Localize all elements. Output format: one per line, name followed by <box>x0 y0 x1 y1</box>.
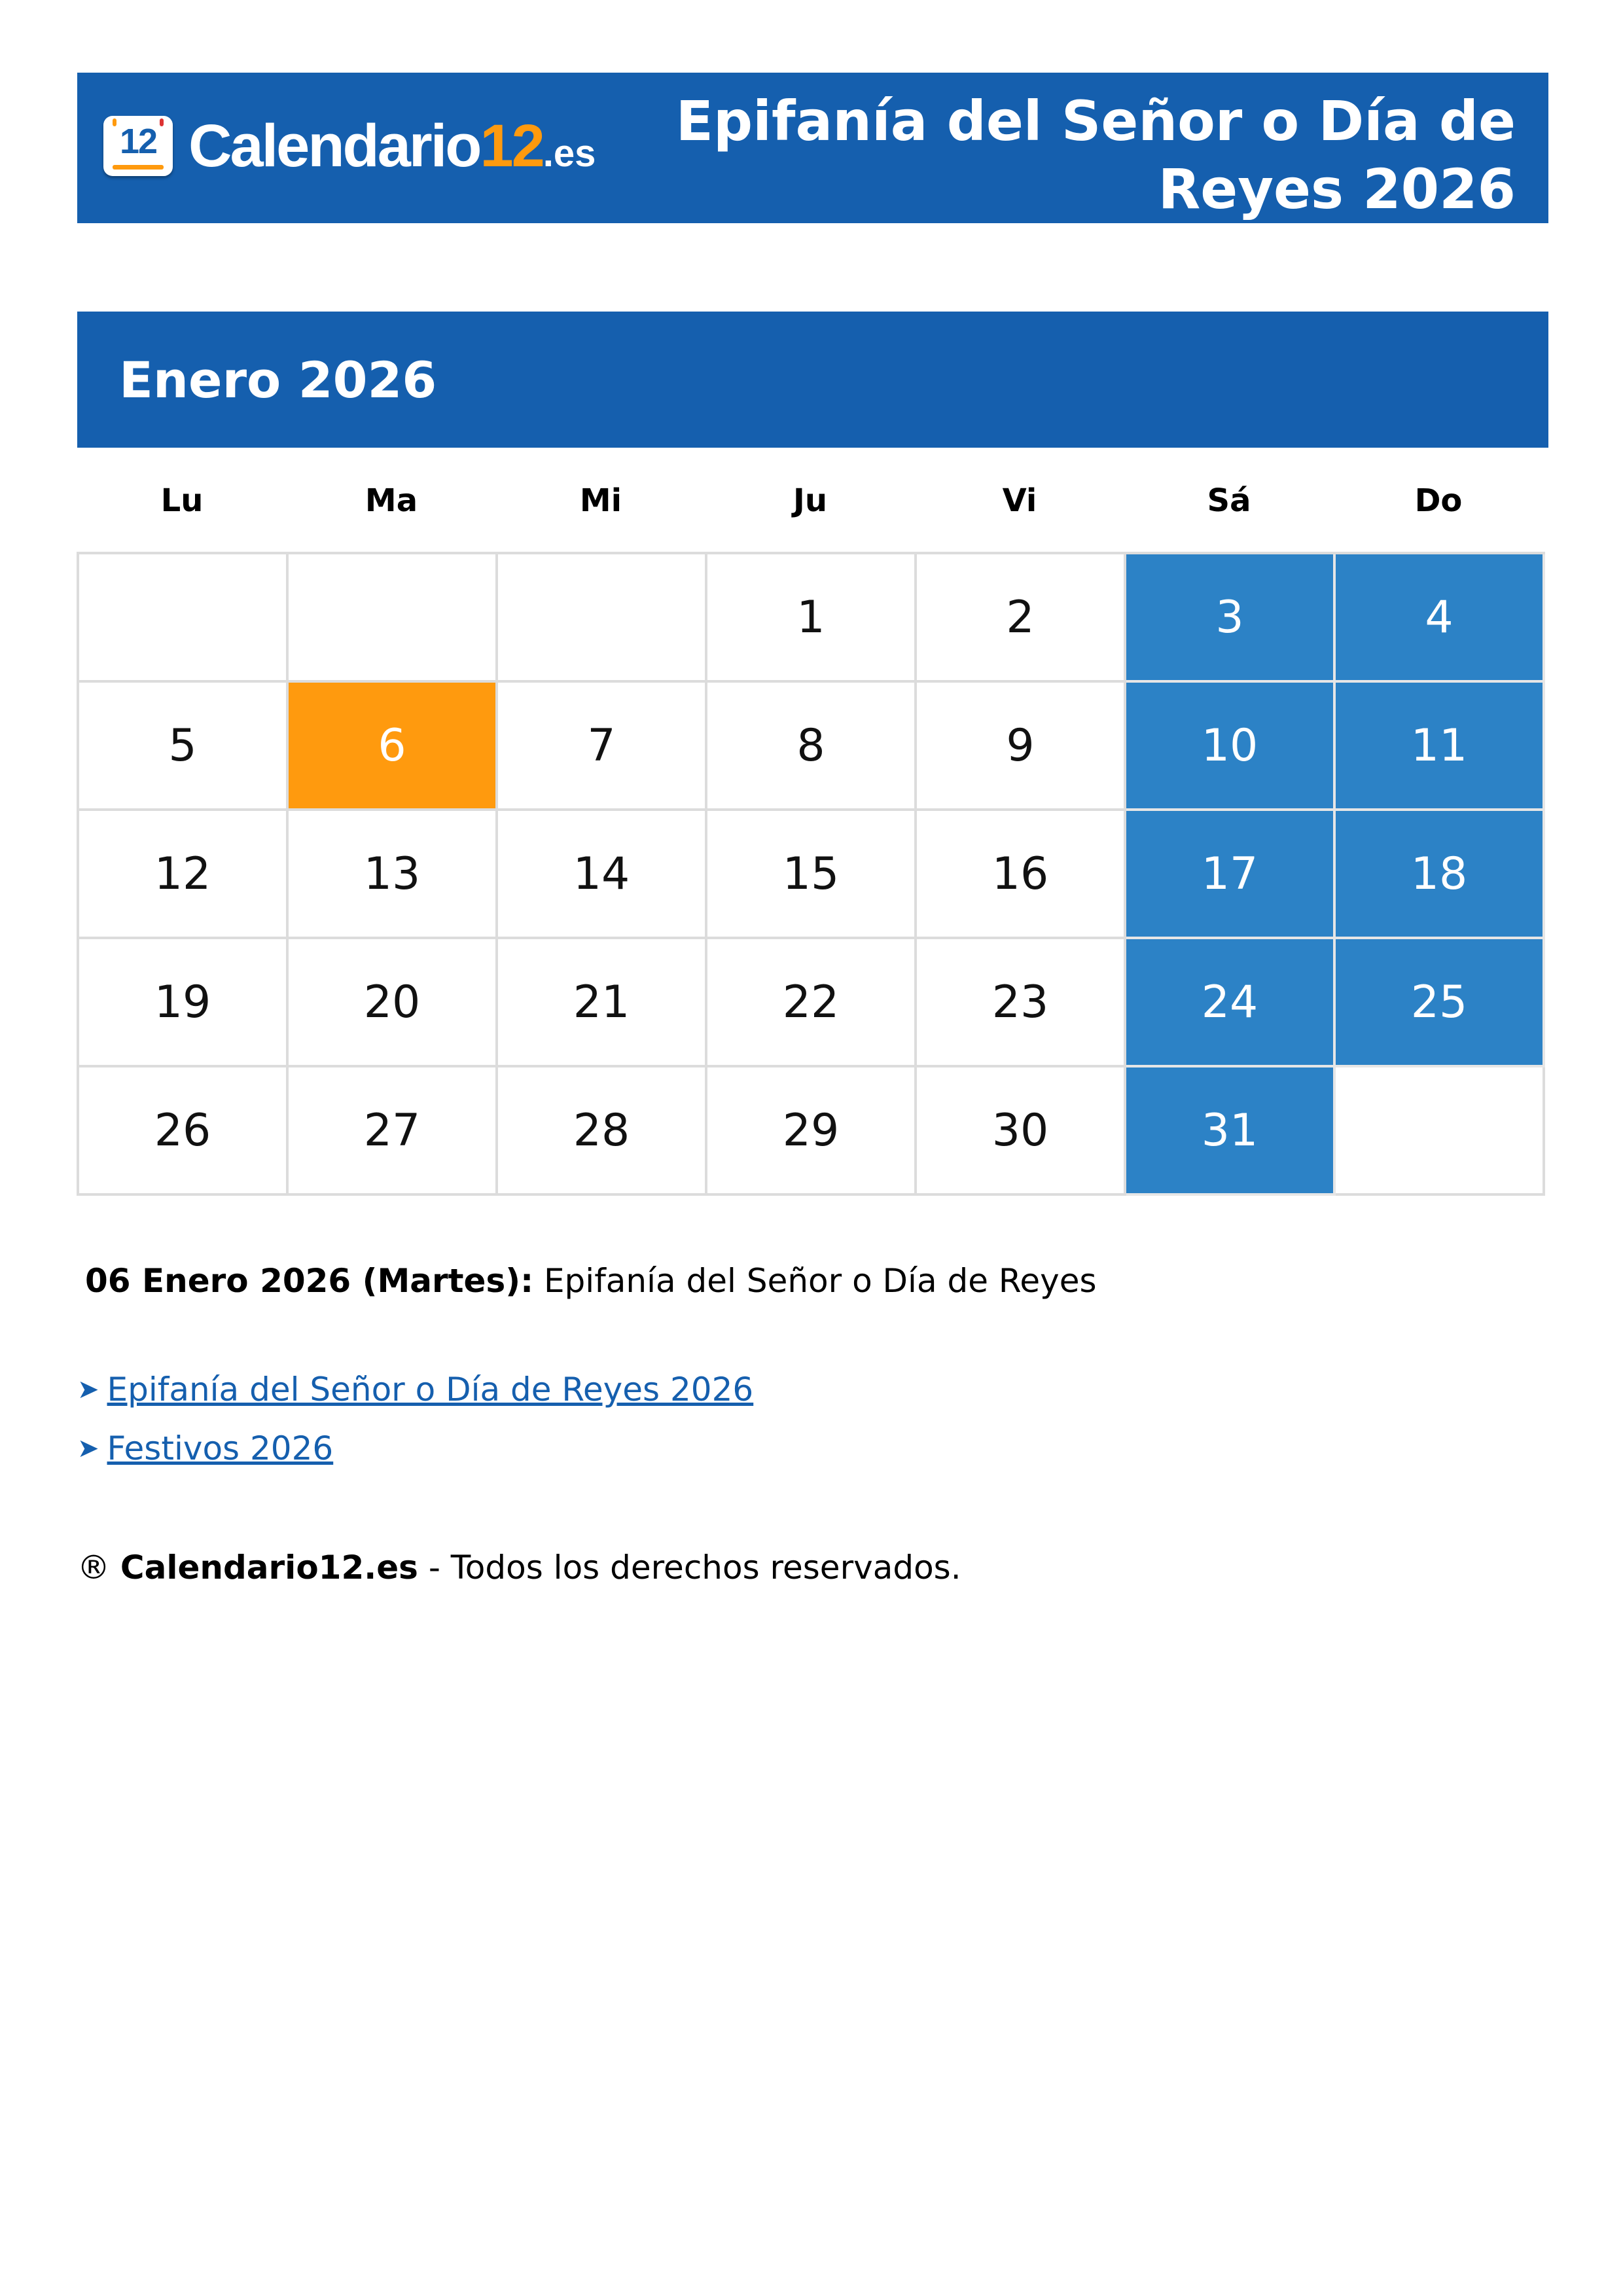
site-logo[interactable] <box>103 107 596 185</box>
list-item <box>77 1419 753 1478</box>
calendar-day-cell: 29 <box>707 1067 917 1196</box>
holiday-date: 06 Enero 2026 (Martes): <box>85 1262 534 1300</box>
calendar-day-cell: 1 <box>707 554 917 683</box>
calendar-empty-cell <box>1336 1067 1545 1196</box>
calendar-day-cell: 3 <box>1126 554 1336 683</box>
calendar-day-cell: 22 <box>707 939 917 1067</box>
link-epifania-2026[interactable]: Epifanía del Señor o Día de Reyes 2026 <box>107 1371 754 1408</box>
calendar-day-cell: 25 <box>1336 939 1545 1067</box>
arrow-right-icon: ➤ <box>77 1433 99 1463</box>
calendar-empty-cell <box>498 554 707 683</box>
calendar-day-cell: 5 <box>79 683 289 811</box>
weekday-label: Mi <box>579 482 622 519</box>
calendar-day-cell: 17 <box>1126 811 1336 939</box>
calendar-day-cell: 31 <box>1126 1067 1336 1196</box>
month-title: Enero 2026 <box>119 351 437 409</box>
calendar-day-cell: 27 <box>289 1067 498 1196</box>
link-festivos-2026[interactable]: Festivos 2026 <box>107 1429 334 1467</box>
weekday-label: Sá <box>1207 482 1251 519</box>
calendar-day-cell: 23 <box>917 939 1126 1067</box>
calendar-day-cell: 11 <box>1336 683 1545 811</box>
calendar-day-cell: 14 <box>498 811 707 939</box>
weekday-label: Do <box>1414 482 1463 519</box>
related-links <box>77 1360 753 1478</box>
calendar-day-cell: 13 <box>289 811 498 939</box>
logo-brand-number: 12 <box>480 112 543 179</box>
weekday-label: Lu <box>160 482 204 519</box>
calendar-day-cell: 26 <box>79 1067 289 1196</box>
footer-brand: Calendario12.es <box>120 1549 418 1587</box>
calendar-empty-cell <box>289 554 498 683</box>
calendar-empty-cell <box>79 554 289 683</box>
calendar-day-cell: 28 <box>498 1067 707 1196</box>
calendar-day-cell: 30 <box>917 1067 1126 1196</box>
holiday-name: Epifanía del Señor o Día de Reyes <box>543 1262 1097 1300</box>
registered-symbol: ® <box>77 1549 110 1587</box>
calendar-day-cell: 24 <box>1126 939 1336 1067</box>
logo-tld: .es <box>543 132 596 175</box>
calendar-day-cell: 10 <box>1126 683 1336 811</box>
weekday-label: Ma <box>365 482 418 519</box>
calendar-day-cell: 18 <box>1336 811 1545 939</box>
month-header <box>77 312 1548 448</box>
footer-text: - Todos los derechos reservados. <box>428 1549 961 1587</box>
calendar-day-cell: 4 <box>1336 554 1545 683</box>
logo-icon-number: 12 <box>119 122 157 161</box>
calendar-grid <box>77 552 1545 1196</box>
calendar-day-cell: 7 <box>498 683 707 811</box>
calendar-day-cell: 9 <box>917 683 1126 811</box>
calendar-day-cell: 2 <box>917 554 1126 683</box>
logo-brand: Calendario <box>188 112 480 179</box>
holiday-entry <box>85 1258 1097 1304</box>
footer-copyright <box>77 1545 961 1590</box>
calendar-day-cell: 15 <box>707 811 917 939</box>
calendar-day-cell: 21 <box>498 939 707 1067</box>
weekday-label: Ju <box>793 482 828 519</box>
weekday-header-row <box>77 478 1543 524</box>
calendar-day-cell: 8 <box>707 683 917 811</box>
calendar-day-cell: 16 <box>917 811 1126 939</box>
page-title: Epifanía del Señor o Día de Reyes 2026 <box>675 89 1516 221</box>
list-item <box>77 1360 753 1419</box>
calendar-12-icon <box>103 116 173 176</box>
calendar-day-cell: 20 <box>289 939 498 1067</box>
calendar-holiday-cell: 6 <box>289 683 498 811</box>
logo-wordmark <box>188 112 596 181</box>
calendar-day-cell: 12 <box>79 811 289 939</box>
page-header <box>77 73 1548 223</box>
weekday-label: Vi <box>1002 482 1037 519</box>
calendar-day-cell: 19 <box>79 939 289 1067</box>
arrow-right-icon: ➤ <box>77 1374 99 1405</box>
